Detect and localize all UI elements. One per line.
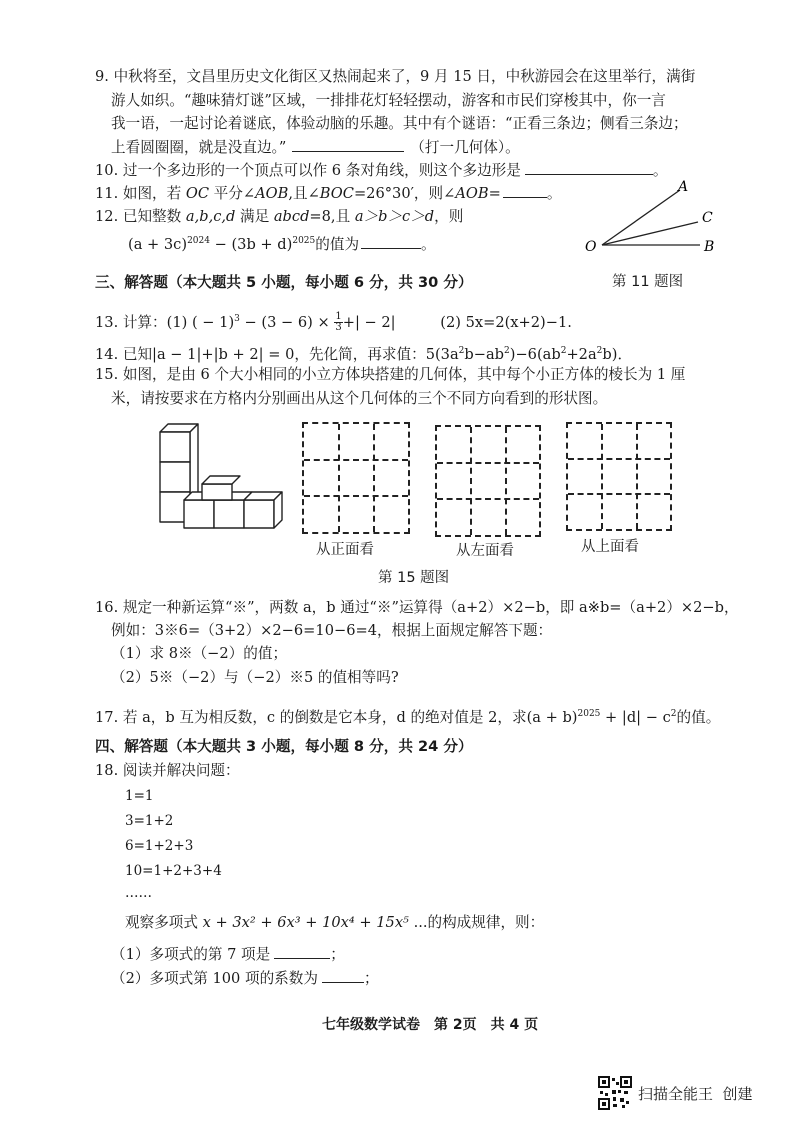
label-top-view: 从上面看 — [581, 539, 639, 555]
q9-line4: 上看圆圈圈，就是没直边。” （打一几何体）。 — [111, 139, 520, 156]
q9-line3: 我一语，一起讨论着谜底，体验动脑的乐趣。其中有个谜语：“正看三条边；侧看三条边； — [111, 115, 688, 132]
section-4-title: 四、解答题（本大题共 3 小题，每小题 8 分，共 24 分） — [95, 738, 473, 755]
figure-15-caption: 第 15 题图 — [378, 570, 450, 586]
cube-face — [202, 484, 232, 500]
answer-blank-q12[interactable] — [361, 234, 421, 249]
q11: 11. 如图，若 OC 平分∠AOB,且∠BOC=26°30′，则∠AOB= 。 — [95, 185, 562, 202]
q16-sub1: （1）求 8※（−2）的值； — [111, 645, 288, 662]
q18-row: 6=1+2+3 — [125, 838, 194, 854]
ray-oa — [602, 190, 680, 245]
answer-blank-q18-2[interactable] — [322, 968, 364, 983]
q18-row: 1=1 — [125, 788, 154, 804]
label-c: C — [702, 210, 713, 226]
label-front-view: 从正面看 — [316, 542, 374, 558]
cube-face — [160, 432, 190, 462]
cube-face — [184, 500, 214, 528]
q9-line2: 游人如织。“趣味猜灯谜”区域，一排排花灯轻轻摆动，游客和市民们穿梭其中，你一言 — [111, 92, 666, 109]
answer-blank-q9[interactable] — [292, 137, 404, 152]
cube-face — [160, 462, 190, 492]
q10: 10. 过一个多边形的一个顶点可以作 6 条对角线，则这个多边形是 。 — [95, 162, 668, 179]
ray-oc — [602, 222, 698, 245]
q16-line2: 例如：3※6=（3+2）×2−6=10−6=4，根据上面规定解答下题： — [111, 622, 553, 639]
cube-top-face — [202, 476, 240, 484]
q18-observe: 观察多项式 x + 3x² + 6x³ + 10x⁴ + 15x⁵ ...的构成规律，则： — [125, 914, 545, 931]
q12-line1: 12. 已知整数 a,b,c,d 满足 abcd=8,且 a＞b＞c＞d，则 — [95, 208, 464, 225]
q16-line1: 16. 规定一种新运算“※”，两数 a，b 通过“※”运算得（a+2）×2−b，即 a※b=（a+2）×2−b， — [95, 599, 739, 616]
q18-intro: 18. 阅读并解决问题： — [95, 762, 240, 779]
q15-line1: 15. 如图，是由 6 个大小相同的小立方体块搭建的几何体，其中每个小正方体的棱长为 1 厘 — [95, 366, 686, 383]
answer-blank-q18-1[interactable] — [274, 944, 330, 959]
answer-blank-q11[interactable] — [503, 183, 547, 198]
answer-blank-q10[interactable] — [525, 160, 653, 175]
grid-top-view[interactable] — [566, 422, 672, 531]
cube-face — [244, 500, 274, 528]
q13: 13. 计算：(1) ( − 1)$^3$ − (3 − 6) × $\frac{1}{3}$ +| − 2| (2) 5x=2(x+2)−1. — [95, 311, 572, 334]
q18-row: …… — [125, 885, 152, 901]
grid-left-view[interactable] — [435, 425, 541, 537]
grid-front-view[interactable] — [302, 422, 410, 534]
q18-row: 3=1+2 — [125, 813, 174, 829]
fraction-one-third: $\frac{1}{3}$ — [335, 311, 342, 334]
label-a: A — [678, 179, 689, 195]
cube-solid-figure — [150, 418, 290, 538]
q16-sub2: （2）5※（−2）与（−2）※5 的值相等吗? — [111, 669, 399, 686]
figure-11-angle — [580, 178, 730, 258]
q14: 14. 已知|a − 1|+|b + 2| = 0，先化简，再求值：$5(3a^2b-ab^2)-6(ab^2+2a^2b)$． — [95, 345, 633, 363]
q9-line1: 9. 中秋将至，文昌里历史文化街区又热闹起来了，9 月 15 日，中秋游园会在这里举行，满街 — [95, 68, 696, 85]
cube-face — [214, 500, 244, 528]
label-b: B — [704, 239, 715, 255]
q12-line2: $(a + 3c)^{2024} - (3b + d)^{2025}$的值为 。 — [128, 235, 436, 253]
q17: 17. 若 a，b 互为相反数，c 的倒数是它本身，d 的绝对值是 2，求$(a + b)^{2025} + |d| - c^2$的值。 — [95, 708, 721, 726]
figure-11-caption: 第 11 题图 — [612, 274, 684, 290]
page-footer: 七年级数学试卷 第 2页 共 4 页 — [322, 1017, 539, 1033]
scanner-watermark: 扫描全能王 创建 — [638, 1085, 753, 1103]
q18-row: 10=1+2+3+4 — [125, 863, 222, 879]
qr-code-icon — [598, 1076, 632, 1110]
q18-sub2: （2）多项式第 100 项的系数为 ； — [111, 970, 379, 987]
q18-sub1: （1）多项式的第 7 项是 ； — [111, 946, 345, 963]
label-o: O — [585, 239, 597, 255]
q15-line2: 米，请按要求在方格内分别画出从这个几何体的三个不同方向看到的形状图。 — [111, 390, 608, 407]
section-3-title: 三、解答题（本大题共 5 小题，每小题 6 分，共 30 分） — [95, 274, 473, 291]
label-left-view: 从左面看 — [456, 543, 514, 559]
